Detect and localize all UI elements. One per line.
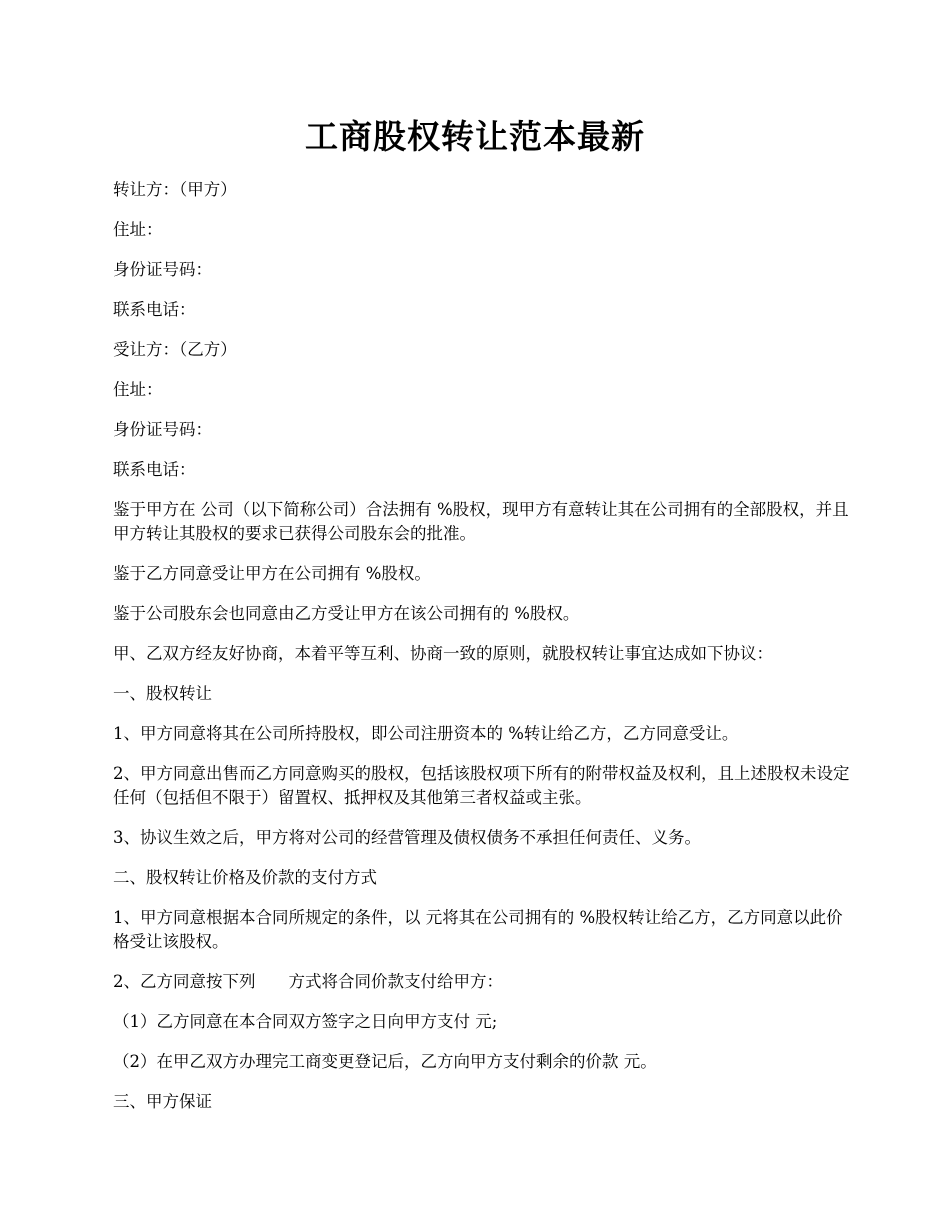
- section-heading: 二、股权转让价格及价款的支付方式: [113, 868, 377, 887]
- transferee-address: 住址：: [113, 380, 163, 399]
- document-body: [113, 178, 853, 1130]
- clause-paragraph: 3、协议生效之后，甲方将对公司的经营管理及债权债务不承担任何责任、义务。: [113, 828, 701, 847]
- recital-paragraph: 鉴于公司股东会也同意由乙方受让甲方在该公司拥有的 %股权。: [113, 604, 580, 623]
- clause-paragraph: 1、甲方同意根据本合同所规定的条件，以 元将其在公司拥有的 %股权转让给乙方，乙方同意以此价格受让该股权。: [113, 908, 843, 951]
- recital-paragraph: 鉴于乙方同意受让甲方在公司拥有 %股权。: [113, 564, 431, 583]
- transferor-line: 转让方：（甲方）: [113, 180, 237, 199]
- payment-item: （1）乙方同意在本合同双方签字之日向甲方支付 元;: [113, 1012, 498, 1031]
- section-heading: 一、股权转让: [113, 684, 212, 703]
- agreement-intro: 甲、乙双方经友好协商，本着平等互利、协商一致的原则，就股权转让事宜达成如下协议：: [113, 644, 773, 663]
- transferor-id-number: 身份证号码：: [113, 260, 212, 279]
- transferee-line: 受让方：（乙方）: [113, 340, 237, 359]
- clause-paragraph: 2、甲方同意出售而乙方同意购买的股权，包括该股权项下所有的附带权益及权利，且上述股权未设定任何（包括但不限于）留置权、抵押权及其他第三者权益或主张。: [113, 764, 850, 807]
- clause-paragraph: 2、乙方同意按下列 方式将合同价款支付给甲方：: [113, 972, 503, 991]
- transferor-phone: 联系电话：: [113, 300, 196, 319]
- transferor-address: 住址：: [113, 220, 163, 239]
- document-title: 工商股权转让范本最新: [305, 117, 645, 156]
- recital-paragraph: 鉴于甲方在 公司（以下简称公司）合法拥有 %股权，现甲方有意转让其在公司拥有的全部股权，并且甲方转让其股权的要求已获得公司股东会的批准。: [113, 500, 849, 543]
- clause-paragraph: 1、甲方同意将其在公司所持股权，即公司注册资本的 %转让给乙方，乙方同意受让。: [113, 724, 739, 743]
- transferee-phone: 联系电话：: [113, 460, 196, 479]
- transferee-id-number: 身份证号码：: [113, 420, 212, 439]
- payment-item: （2）在甲乙双方办理完工商变更登记后，乙方向甲方支付剩余的价款 元。: [113, 1052, 657, 1071]
- section-heading: 三、甲方保证: [113, 1092, 212, 1111]
